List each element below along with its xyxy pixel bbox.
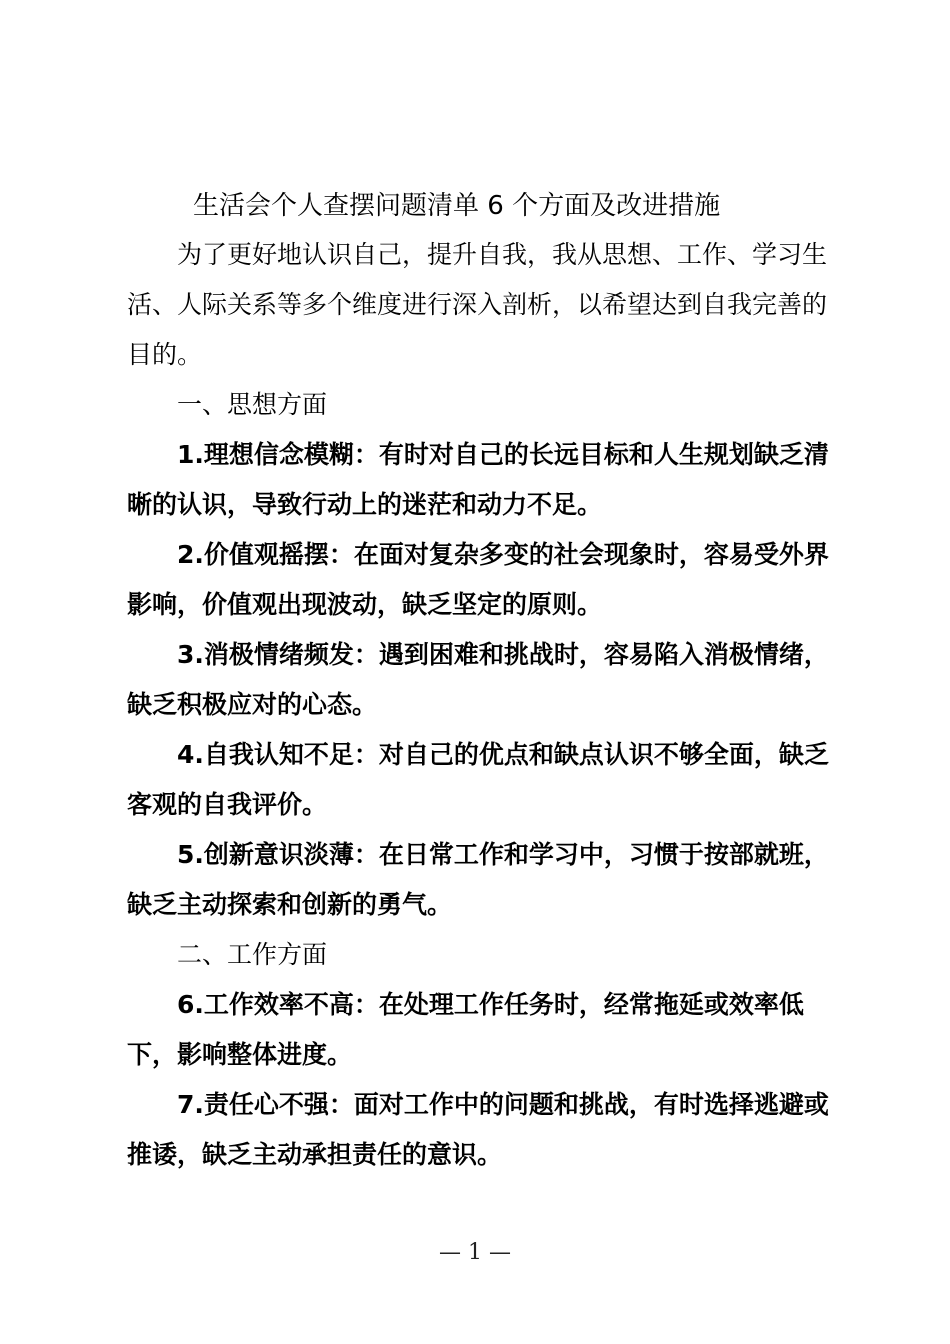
page-number: — 1 — (439, 1240, 511, 1265)
document-body (127, 230, 841, 1180)
issue-item-5: 5.创新意识淡薄：在日常工作和学习中，习惯于按部就班，缺乏主动探索和创新的勇气。 (127, 840, 829, 919)
document-title: 生活会个人查摆问题清单 6 个方面及改进措施 (193, 191, 721, 221)
issue-item-7: 7.责任心不强：面对工作中的问题和挑战，有时选择逃避或推诿，缺乏主动承担责任的意识。 (127, 1090, 829, 1169)
issue-item-4: 4.自我认知不足：对自己的优点和缺点认识不够全面，缺乏客观的自我评价。 (127, 740, 829, 819)
issue-item-6: 6.工作效率不高：在处理工作任务时，经常拖延或效率低下，影响整体进度。 (127, 990, 804, 1069)
issue-item-3: 3.消极情绪频发：遇到困难和挑战时，容易陷入消极情绪，缺乏积极应对的心态。 (127, 640, 829, 719)
issue-item-1: 1.理想信念模糊：有时对自己的长远目标和人生规划缺乏清晰的认识，导致行动上的迷茫和动力不足。 (127, 440, 829, 519)
section-heading-work: 二、工作方面 (177, 940, 328, 969)
issue-item-2: 2.价值观摇摆：在面对复杂多变的社会现象时，容易受外界影响，价值观出现波动，缺乏坚定的原则。 (127, 540, 829, 619)
intro-paragraph: 为了更好地认识自己，提升自我，我从思想、工作、学习生活、人际关系等多个维度进行深入剖析，以希望达到自我完善的目的。 (127, 240, 828, 369)
section-heading-thought: 一、思想方面 (177, 390, 328, 419)
